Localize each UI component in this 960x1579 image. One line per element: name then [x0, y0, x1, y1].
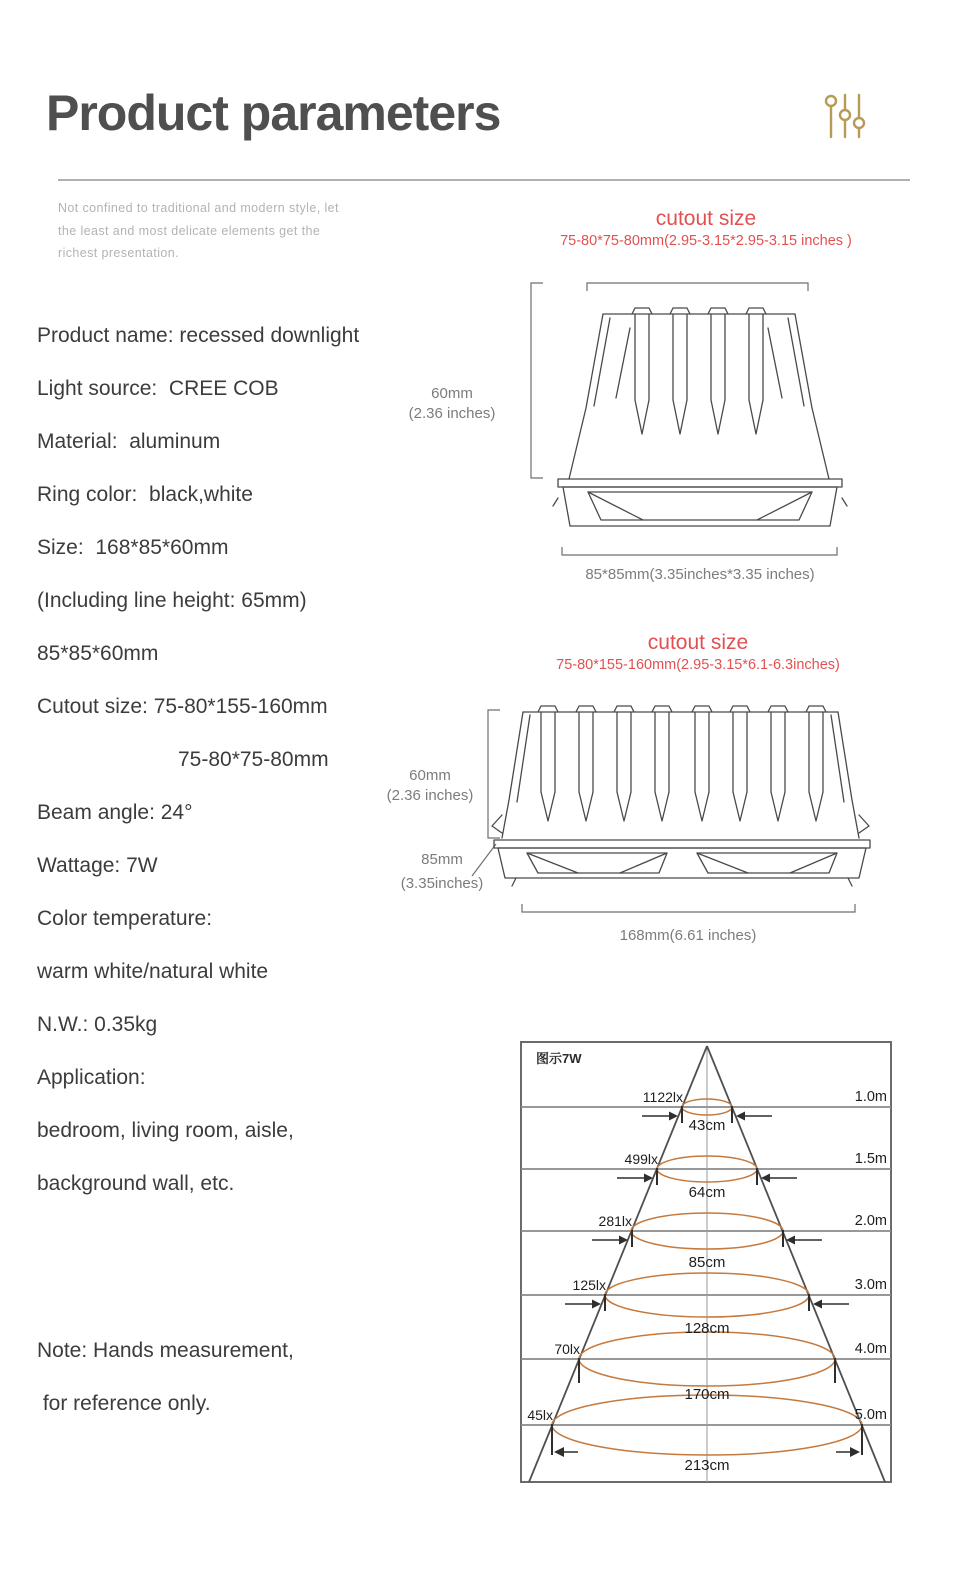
heatsink	[492, 706, 869, 838]
dimension-labels	[409, 385, 815, 583]
mounting-height: 4.0m	[854, 1341, 887, 1357]
lux-value: 499lx	[624, 1151, 658, 1167]
beam-diameter: 43cm	[688, 1117, 726, 1134]
spec-line: N.W.: 0.35kg	[37, 1013, 158, 1036]
spec-line: background wall, etc.	[37, 1172, 235, 1195]
height-dim-label: 60mm	[431, 385, 473, 402]
height-dim-label: 60mm	[409, 767, 451, 784]
height-labels	[855, 1089, 887, 1423]
dimension-brackets	[531, 283, 837, 555]
intro-text	[58, 197, 418, 265]
lux-value: 125lx	[572, 1277, 606, 1293]
beam-diameter: 85cm	[688, 1254, 726, 1271]
heatsink	[569, 308, 829, 479]
lux-value: 281lx	[598, 1213, 632, 1229]
cutout-size-title: cutout size	[655, 207, 757, 230]
lux-value: 45lx	[527, 1407, 553, 1423]
cutout-size-value: 75-80*75-80mm(2.95-3.15*2.95-3.15 inches )	[560, 233, 852, 249]
beam-diameter: 170cm	[684, 1386, 730, 1403]
mounting-height: 5.0m	[854, 1407, 887, 1423]
cutout-size-value: 75-80*155-160mm(2.95-3.15*6.1-6.3inches)	[556, 657, 840, 673]
trim-ring	[553, 479, 847, 526]
beam-diameter: 128cm	[684, 1320, 730, 1337]
depth-dim-label: 85mm	[421, 851, 463, 868]
spec-line: Light source: CREE COB	[37, 377, 279, 400]
length-dim-label: 168mm(6.61 inches)	[619, 927, 757, 944]
note-line: Note: Hands measurement,	[37, 1339, 294, 1362]
spec-line: Ring color: black,white	[37, 483, 253, 506]
trim-ring	[494, 840, 870, 886]
spec-line: warm white/natural white	[37, 960, 269, 983]
beam-diameter: 64cm	[688, 1184, 726, 1201]
spec-line: Cutout size: 75-80*155-160mm	[37, 695, 328, 718]
spec-line: Material: aluminum	[37, 430, 221, 453]
spec-line: 75-80*75-80mm	[178, 748, 329, 771]
mounting-height: 2.0m	[854, 1213, 887, 1229]
mounting-height: 1.0m	[854, 1089, 887, 1105]
mounting-height: 3.0m	[854, 1277, 887, 1293]
cutout-size-title: cutout size	[647, 631, 749, 654]
note-text	[37, 1324, 294, 1430]
dimension-brackets	[472, 710, 855, 912]
lux-value: 1122lx	[642, 1089, 683, 1105]
spec-line: Size: 168*85*60mm	[37, 536, 229, 559]
divider	[58, 179, 910, 181]
height-dim-label-inches: (2.36 inches)	[408, 405, 496, 422]
sliders-icon	[822, 92, 870, 140]
cutout-size-block-1	[496, 207, 916, 251]
beam-diameter: 213cm	[684, 1457, 730, 1474]
depth-dim-label-inches: (3.35inches)	[400, 875, 484, 892]
downlight-drawing-single	[380, 268, 880, 598]
downlight-drawing-double	[380, 620, 920, 960]
width-dim-label: 85*85mm(3.35inches*3.35 inches)	[585, 566, 815, 583]
intro-line: the least and most delicate elements get the	[58, 223, 321, 238]
intro-line: richest presentation.	[58, 246, 179, 260]
dimension-labels	[387, 767, 757, 944]
page-title: Product parameters	[46, 85, 501, 141]
note-line: for reference only.	[37, 1392, 211, 1415]
chart-title: 图示7W	[536, 1051, 582, 1066]
spec-line: (Including line height: 65mm)	[37, 589, 307, 612]
beam-distribution-chart	[520, 1041, 892, 1483]
spec-line: bedroom, living room, aisle,	[37, 1119, 294, 1142]
spec-line: Beam angle: 24°	[37, 801, 193, 824]
spec-line: Color temperature:	[37, 907, 213, 930]
spec-line: Wattage: 7W	[37, 854, 158, 877]
spec-line: 85*85*60mm	[37, 642, 159, 665]
lux-value: 70lx	[554, 1341, 580, 1357]
mounting-height: 1.5m	[854, 1151, 887, 1167]
height-dim-label-inches: (2.36 inches)	[386, 787, 474, 804]
spec-line: Product name: recessed downlight	[37, 324, 360, 347]
spec-line: Application:	[37, 1066, 146, 1089]
lux-labels	[527, 1089, 683, 1423]
intro-line: Not confined to traditional and modern style, let	[58, 201, 339, 215]
